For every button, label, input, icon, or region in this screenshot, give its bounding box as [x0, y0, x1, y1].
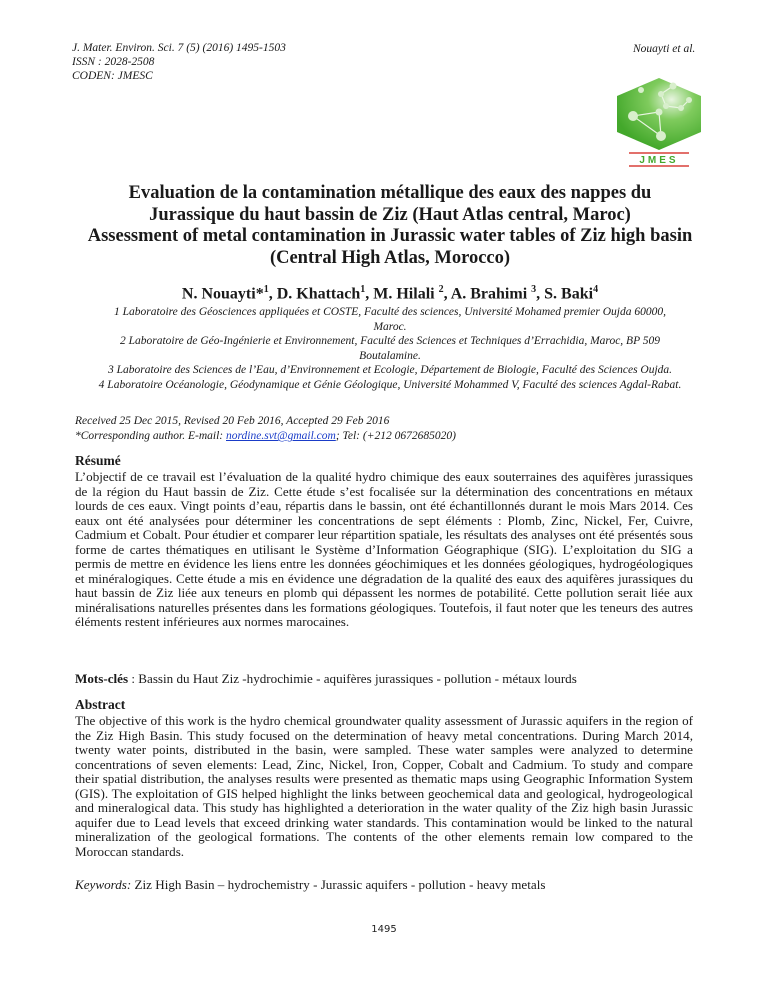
author: S. Baki: [544, 285, 594, 303]
title-en-line1: Assessment of metal contamination in Jurassic water tables of Ziz high basin: [87, 226, 693, 246]
author-list: N. Nouayti*$^1$, D. Khattach$^1$, M. Hilali $^2$, A. Brahimi $^3$, S. Baki$^4$: [181, 284, 599, 303]
title-fr-line2: Jurassique du haut bassin de Ziz (Haut Atlas central, Maroc): [149, 204, 631, 225]
email-link[interactable]: nordine.svt@gmail.com: [226, 430, 336, 442]
affiliation-4: 4 Laboratoire Océanologie, Géodynamique et Génie Géologique, Université Mohammed V, Faculté des sciences Agdal-Rabat.: [98, 378, 682, 391]
affiliations: [40, 305, 740, 392]
coden-line: CODEN: JMESC: [72, 70, 153, 82]
page-number: 1495: [371, 924, 397, 935]
jmes-logo: [611, 76, 707, 168]
abstract-text: The objective of this work is the hydro chemical groundwater quality assessment of Jurassic aquifers in the region of the Ziz High Basin. This study focused on the determination of heavy metal concentrations. During March 2014, twenty water points, distributed in the basin, were sampled. These water samples were analyzed to determine concentrations of seven elements: Lead, Zinc, Nickel, Iron, Copper, Cobalt and Cadmium. To study and compare their spatial distribution, the analyses results were presented as thematic maps using Geographic Information System (GIS). The exploitation of GIS helped highlight the links between geochemical data and geological, hydrogeological and mineralogical data. This study has highlighted a deterioration in the water quality of the Ziz high basin Jurassic aquifer due to Lead levels that exceed drinking water standards. This contamination would be linked to the natural mineralization of the geological formations. The contents of the other elements remain low compared to the Moroccan standards.: [75, 713, 693, 859]
affiliation-2: 2 Laboratoire de Géo-Ingénierie et Environnement, Faculté des Sciences et Techniques d’Errachidia, Maroc, BP 509 Boutalamine.: [119, 335, 661, 362]
paper-title: [40, 183, 740, 269]
author: D. Khattach: [276, 285, 361, 303]
title-fr-line1: Evaluation de la contamination métallique des eaux des nappes du: [128, 183, 652, 203]
molecule-hexagon-icon: [611, 76, 707, 168]
history-dates: Received 25 Dec 2015, Revised 20 Feb 2016, Accepted 29 Feb 2016: [75, 415, 390, 427]
resume-text: L’objectif de ce travail est l’évaluation de la qualité hydro chimique des eaux souterraines des aquifères jurassiques de la région du Haut bassin de Ziz. Cette étude s’est focalisée sur la détermination des concentrations en métaux lourds de ces eaux. Vingt points d’eau, répartis dans le bassin, ont été échantillonnés durant le mois Mars 2014. Ces eaux ont été analysées pour déterminer les concentrations de sept éléments : Plomb, Zinc, Nickel, Fer, Cuivre, Cadmium et Cobalt. Pour étudier et comparer leur répartition spatiale, les résultats des analyses ont été présentés sous forme de cartes thématiques en utilisant le Système d’Information Géographique (SIG). L’exploitation du SIG a permis de mettre en évidence les liens entre les données géochimiques et les données géologiques, hydrogéologiques et minéralogiques. Cette étude a mis en évidence une dégradation de la qualité des eaux des aquifères jurassiques du haut bassin de Ziz liée aux teneurs en plomb qui dépassent les normes de potabilité. Cette pollution serait liée aux minéralisations naturelles présentes dans les formations géologiques. Toutefois, il faut noter que les teneurs des autres éléments restent inférieures aux normes marocaines.: [75, 469, 693, 629]
running-author: Nouayti et al.: [633, 43, 696, 55]
svg-text:JMES: JMES: [639, 155, 679, 166]
article-history: [75, 414, 456, 444]
abstract-heading: Abstract: [75, 697, 126, 712]
issn-line: ISSN : 2028-2508: [72, 56, 155, 68]
resume-heading: Résumé: [75, 453, 121, 468]
affiliation-1: 1 Laboratoire des Géosciences appliquées et COSTE, Faculté des sciences, Université Mohamed premier Oujda 60000, Maroc.: [114, 306, 666, 333]
title-en-line2: (Central High Atlas, Morocco): [269, 247, 511, 268]
corresponding-author: *Corresponding author. E-mail: nordine.svt@gmail.com; Tel: (+212 0672685020): [75, 430, 456, 442]
author: A. Brahimi: [450, 285, 532, 303]
author: M. Hilali: [373, 285, 439, 303]
author: N. Nouayti*: [181, 285, 264, 303]
mots-cles: Mots-clés : Bassin du Haut Ziz -hydrochimie - aquifères jurassiques - pollution - métaux lourds: [75, 671, 577, 686]
journal-citation: [72, 41, 286, 83]
affiliation-3: 3 Laboratoire des Sciences de l’Eau, d’Environnement et Ecologie, Département de Biologie, Faculté des Sciences Oujda.: [107, 364, 673, 376]
journal-line: J. Mater. Environ. Sci. 7 (5) (2016) 1495-1503: [72, 42, 286, 54]
keywords: Keywords: Ziz High Basin – hydrochemistry - Jurassic aquifers - pollution - heavy metals: [75, 877, 546, 892]
